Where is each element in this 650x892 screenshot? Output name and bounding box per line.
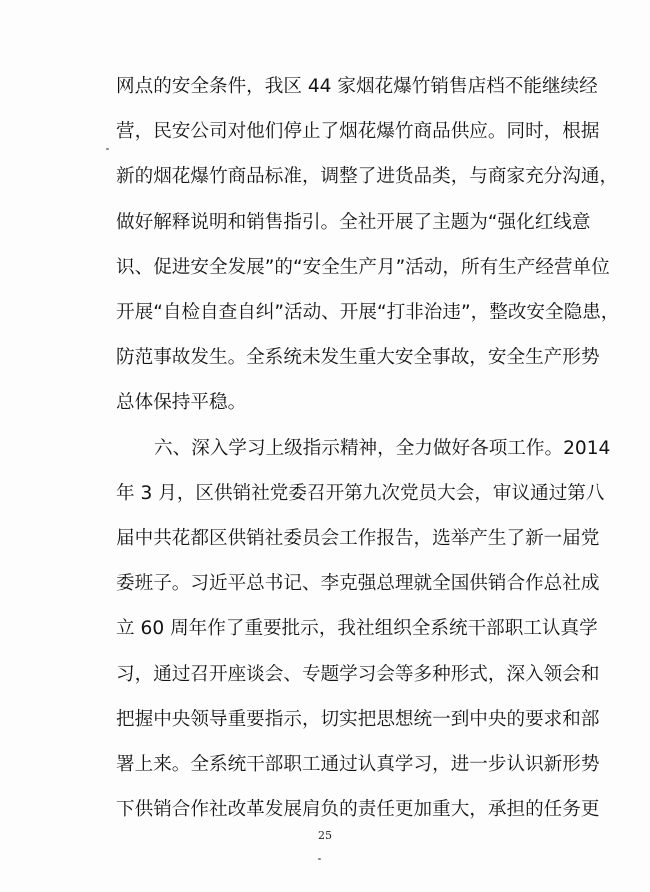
text-line: 识、促进安全发展”的“安全生产月”活动，所有生产经营单位 [116, 256, 610, 278]
text-line: 网点的安全条件，我区 44 家烟花爆竹销售店档不能继续经 [116, 76, 598, 97]
text-line: 立 60 周年作了重要批示，我社组织全系统干部职工认真学 [116, 618, 598, 640]
text-line: 开展“自检自查自纠”活动、开展“打非治违”，整改安全隐患， [116, 302, 620, 323]
text-line: 委班子。习近平总书记、李克强总理就全国供销合作总社成 [116, 573, 600, 595]
text-line: 新的烟花爆竹商品标准，调整了进货品类，与商家充分沟通， [116, 166, 619, 188]
text-line: 下供销合作社改革发展肩负的责任更加重大，承担的任务更 [116, 799, 600, 821]
text-line: 六、深入学习上级指示精神，全力做好各项工作。2014 [154, 437, 611, 459]
text-line: 总体保持平稳。 [116, 392, 247, 414]
text-line: 防范事故发生。全系统未发生重大安全事故，安全生产形势 [116, 347, 600, 369]
text-line: 做好解释说明和销售指引。全社开展了主题为“强化红线意 [116, 211, 591, 233]
text-line: 把握中央领导重要指示，切实把思想统一到中央的要求和部 [116, 708, 600, 730]
page-number: 25 [318, 829, 332, 842]
text-line: 习，通过召开座谈会、专题学习会等多种形式，深入领会和 [116, 663, 600, 685]
text-line: 年 3 月，区供销社党委召开第九次党员大会，审议通过第八 [116, 482, 605, 504]
text-line: 营，民安公司对他们停止了烟花爆竹商品供应。同时，根据 [116, 121, 600, 143]
scan-speck [318, 858, 321, 860]
text-line: 届中共花都区供销社委员会工作报告，选举产生了新一届党 [116, 528, 600, 549]
scan-speck [106, 148, 109, 150]
text-line: 署上来。全系统干部职工通过认真学习，进一步认识新形势 [116, 754, 600, 775]
